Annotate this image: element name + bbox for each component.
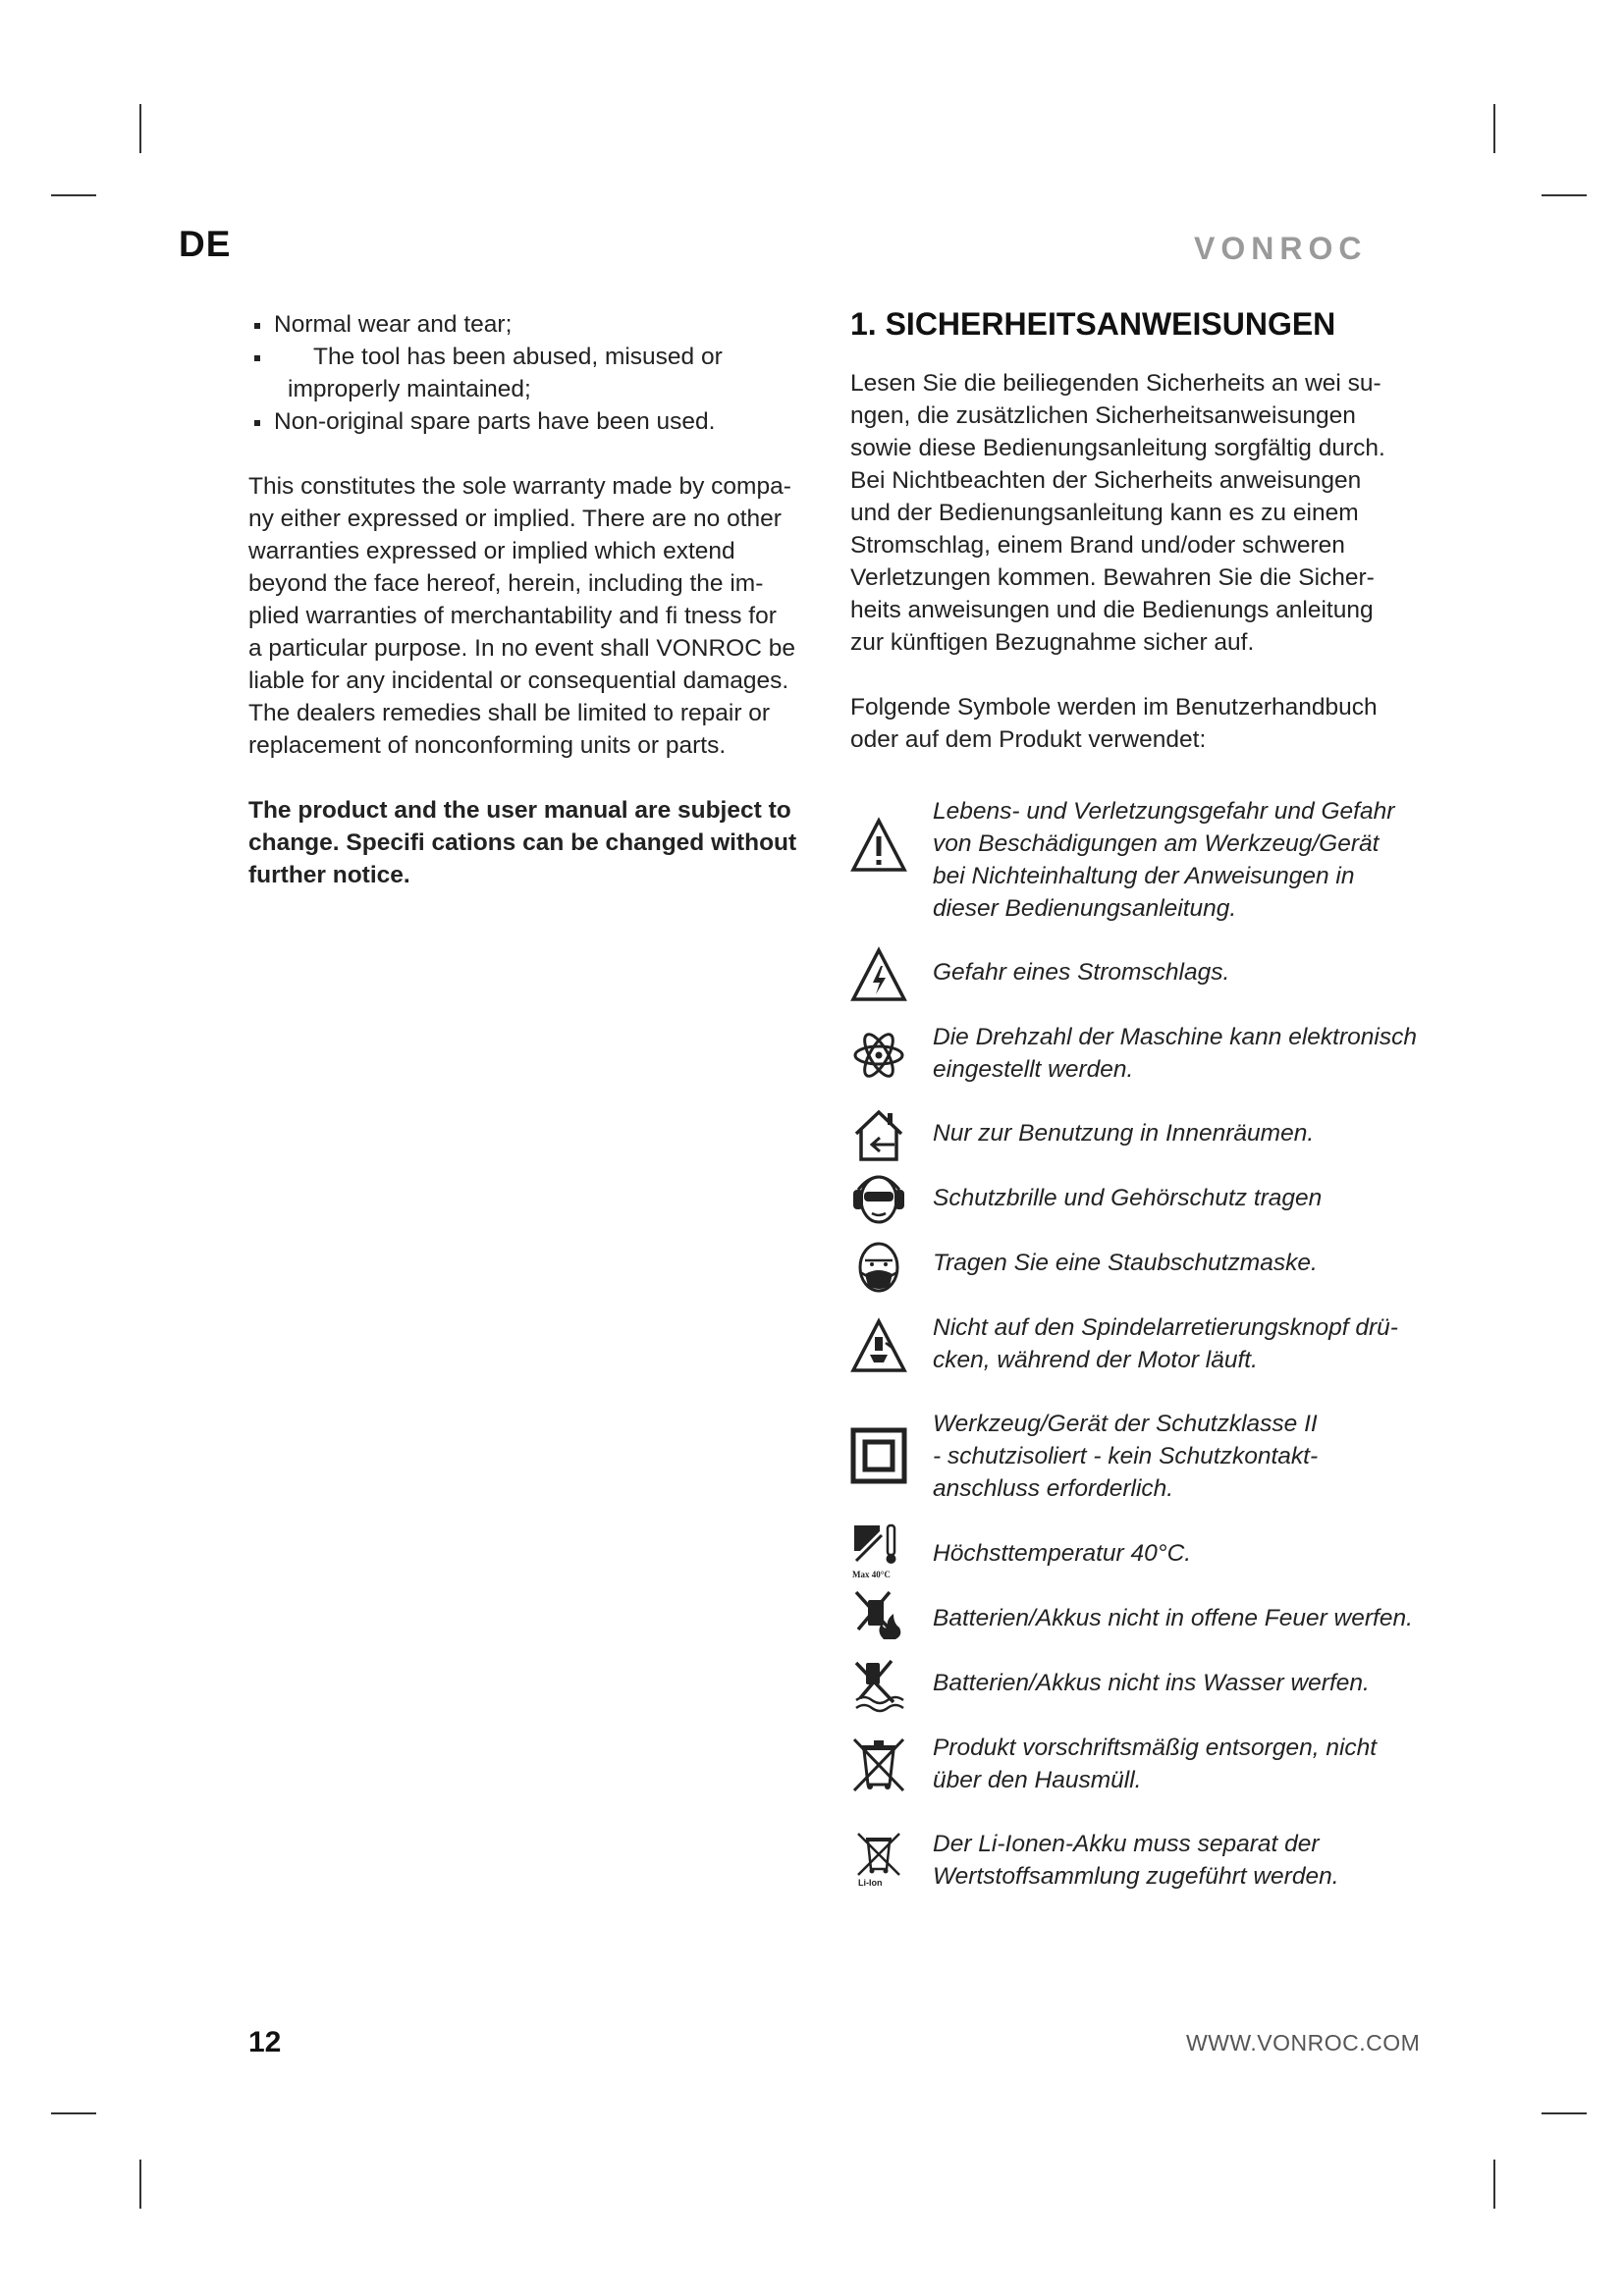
page-number: 12 bbox=[248, 2026, 282, 2058]
crop-mark bbox=[51, 194, 96, 196]
section-heading: 1. SICHERHEITSANWEISUNGEN bbox=[850, 306, 1336, 342]
symbol-text: Werkzeug/Gerät der Schutzklasse II - schutzisoliert - kein Schutzkontakt- anschluss erforderlich. bbox=[933, 1411, 1319, 1502]
warning-triangle-icon bbox=[850, 817, 907, 874]
warranty-exclusions-list bbox=[248, 308, 820, 438]
weee-bin-icon bbox=[850, 1735, 907, 1792]
brand-logo-text: VONROC bbox=[1194, 232, 1368, 265]
crop-mark bbox=[1493, 104, 1495, 153]
symbol-text: Gefahr eines Stromschlags. bbox=[933, 959, 1230, 986]
max-temperature-icon bbox=[850, 1522, 907, 1578]
symbol-text: Die Drehzahl der Maschine kann elektronisch eingestellt werden. bbox=[933, 1024, 1417, 1083]
website-url: WWW.VONROC.COM bbox=[1186, 2030, 1421, 2056]
symbol-text: Batterien/Akkus nicht in offene Feuer werfen. bbox=[933, 1605, 1413, 1631]
svg-text:Li-Ion: Li-Ion bbox=[858, 1878, 883, 1888]
crop-mark bbox=[1542, 2112, 1587, 2114]
list-item: Non-original spare parts have been used. bbox=[248, 405, 820, 438]
electronic-speed-icon bbox=[850, 1027, 907, 1084]
electric-shock-icon bbox=[850, 946, 907, 1003]
symbol-text: Lebens- und Verletzungsgefahr und Gefahr von Beschädigungen am Werkzeug/Gerät bei Nichteinhaltung der Anweisungen in dieser Bedienungsanleitung. bbox=[933, 798, 1395, 922]
svg-text:Max 40°C: Max 40°C bbox=[852, 1570, 891, 1579]
warranty-column bbox=[248, 308, 820, 891]
symbol-text: Der Li-Ionen-Akku muss separat der Wertstoffsammlung zugeführt werden. bbox=[933, 1831, 1339, 1890]
no-water-icon bbox=[850, 1657, 907, 1714]
symbol-text: Nicht auf den Spindelarretierungsknopf drü- cken, während der Motor läuft. bbox=[933, 1314, 1398, 1373]
crop-mark bbox=[1542, 194, 1587, 196]
goggles-earmuffs-icon bbox=[850, 1170, 907, 1227]
crop-mark bbox=[1493, 2160, 1495, 2209]
spindle-lock-warning-icon bbox=[850, 1317, 907, 1374]
brand-logo bbox=[1194, 232, 1420, 270]
list-item: Normal wear and tear; bbox=[248, 308, 820, 341]
li-ion-bin-icon bbox=[850, 1830, 907, 1887]
safety-column bbox=[850, 304, 1430, 756]
crop-mark bbox=[139, 104, 141, 153]
safety-intro-paragraph: Lesen Sie die beiliegenden Sicherheits an wei su- ngen, die zusätzlichen Sicherheitsanweisungen sowie diese Bedienungsanleitung sorgfältig durch. Bei Nichtbeachten der Sicherheits anweisungen und der Bedienungsanleitung kann es zu einem Stromschlag, einem Brand und/oder schweren Verletzungen kommen. Bewahren Sie die Sicher- heits anweisungen und die Bedienungs anleitung zur künftigen Bezugnahme sicher auf. bbox=[850, 370, 1385, 656]
warranty-paragraph: This constitutes the sole warranty made by compa- ny either expressed or implied. There are no other warranties expressed or implied which extend beyond the face hereof, herein, including the im- plied warranties of merchantability and fi tness for a particular purpose. In no event shall VONROC be liable for any incidental or consequential damages. The dealers remedies shall be limited to repair or replacement of nonconforming units or parts. bbox=[248, 473, 795, 759]
symbol-text: Schutzbrille und Gehörschutz tragen bbox=[933, 1185, 1323, 1211]
list-item: The tool has been abused, misused or improperly maintained; bbox=[248, 341, 820, 405]
symbol-text: Nur zur Benutzung in Innenräumen. bbox=[933, 1120, 1315, 1147]
symbol-text: Produkt vorschriftsmäßig entsorgen, nicht über den Hausmüll. bbox=[933, 1735, 1378, 1793]
symbol-text: Batterien/Akkus nicht ins Wasser werfen. bbox=[933, 1670, 1370, 1696]
symbol-text: Tragen Sie eine Staubschutzmaske. bbox=[933, 1250, 1318, 1276]
symbols-intro-paragraph: Folgende Symbole werden im Benutzerhandbuch oder auf dem Produkt verwendet: bbox=[850, 694, 1378, 753]
protection-class-ii-icon bbox=[850, 1427, 907, 1484]
dust-mask-icon bbox=[850, 1239, 907, 1296]
change-notice: The product and the user manual are subject to change. Specifi cations can be changed without further notice. bbox=[248, 797, 797, 888]
no-fire-icon bbox=[850, 1586, 907, 1643]
symbol-text: Höchsttemperatur 40°C. bbox=[933, 1540, 1192, 1567]
crop-mark bbox=[51, 2112, 96, 2114]
language-code: DE bbox=[179, 224, 232, 264]
indoor-use-icon bbox=[850, 1107, 907, 1164]
crop-mark bbox=[139, 2160, 141, 2209]
